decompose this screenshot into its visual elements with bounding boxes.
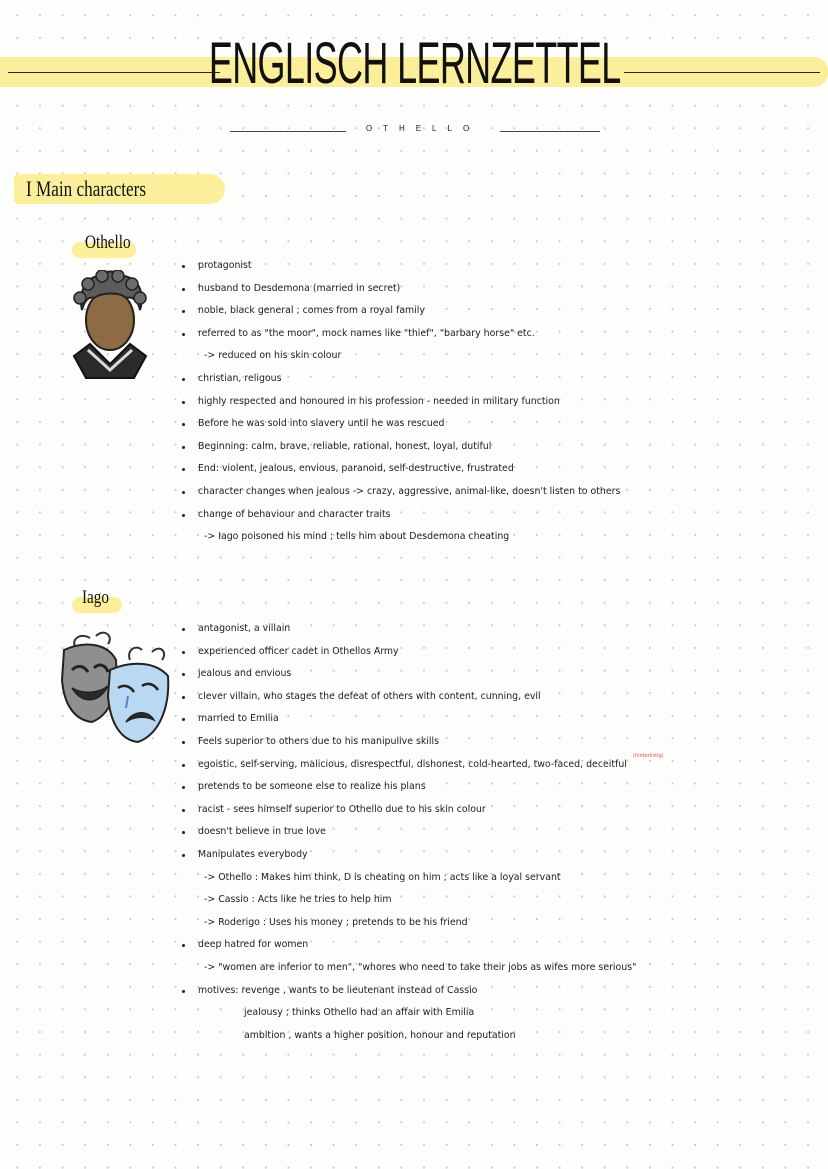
othello-notes	[182, 255, 620, 549]
list-item: Before he was sold into slavery until he was rescued	[182, 413, 620, 436]
list-item: clever villain, who stages the defeat of others with content, cunning, evil	[182, 686, 636, 709]
list-item: married to Emilia	[182, 708, 636, 731]
list-item: Beginning: calm, brave, reliable, rational, honest, loyal, dutiful	[182, 436, 620, 459]
list-item: antagonist, a villain	[182, 618, 636, 641]
list-item: experienced officer cadet in Othellos Army	[182, 641, 636, 664]
list-item: highly respected and honoured in his profession - needed in military function	[182, 391, 620, 414]
subtitle-rule-right	[500, 131, 600, 132]
list-item: -> Othello : Makes him think, D is cheating on him ; acts like a loyal servant	[204, 871, 561, 883]
list-item: motives: revenge , wants to be lieutenant instead of Cassio	[182, 980, 636, 1003]
list-item: jealous and envious	[182, 663, 636, 686]
list-item: pretends to be someone else to realize his plans	[182, 776, 636, 799]
theater-masks-icon	[56, 630, 174, 750]
othello-portrait-icon	[68, 270, 152, 382]
list-item: racist - sees himself superior to Othello due to his skin colour	[182, 799, 636, 822]
page-subtitle: OTHELLO	[365, 124, 481, 133]
iago-notes	[182, 618, 636, 1047]
list-item: noble, black general ; comes from a royal family	[182, 300, 620, 323]
page-title: ENGLISCH LERNZETTEL	[208, 31, 621, 96]
list-item: Manipulates everybody	[182, 844, 636, 867]
list-item: change of behaviour and character traits	[182, 504, 620, 527]
list-item: doesn't believe in true love	[182, 821, 636, 844]
list-item: -> reduced on his skin colour	[204, 350, 342, 362]
list-item: -> Iago poisoned his mind ; tells him about Desdemona cheating	[204, 531, 510, 543]
subtitle-rule-left	[230, 131, 346, 132]
list-item: End: violent, jealous, envious, paranoid, self-destructive, frustrated	[182, 458, 620, 481]
list-item: deep hatred for women	[182, 934, 636, 957]
list-item: husband to Desdemona (married in secret)	[182, 278, 620, 301]
section-title: I Main characters	[26, 176, 147, 201]
list-item: -> Cassio : Acts like he tries to help him	[204, 894, 392, 906]
list-item: referred to as "the moor", mock names like "thief", "barbary horse" etc.	[182, 323, 620, 346]
list-item: christian, religous	[182, 368, 620, 391]
character-name-iago: Iago	[82, 587, 110, 608]
list-item: protagonist	[182, 255, 620, 278]
list-item: -> "women are inferior to men", "whores who need to take their jobs as wifes more serious"	[204, 961, 637, 973]
list-item: character changes when jealous -> crazy, aggressive, animal-like, doesn't listen to others	[182, 481, 620, 504]
list-item: ambition , wants a higher position, honour and reputation	[244, 1029, 516, 1041]
list-item: egoistic, self-serving, malicious, disrespectful, dishonest, cold-hearted, two-faced, deceitful	[182, 754, 636, 777]
list-item: jealousy ; thinks Othello had an affair with Emilia	[244, 1007, 475, 1019]
list-item: Feels superior to others due to his manipulive skills	[182, 731, 636, 754]
list-item: -> Roderigo : Uses his money ; pretends to be his friend	[204, 916, 468, 928]
character-name-othello: Othello	[85, 232, 131, 253]
annotation-note: (hinterlistig)	[633, 753, 664, 759]
